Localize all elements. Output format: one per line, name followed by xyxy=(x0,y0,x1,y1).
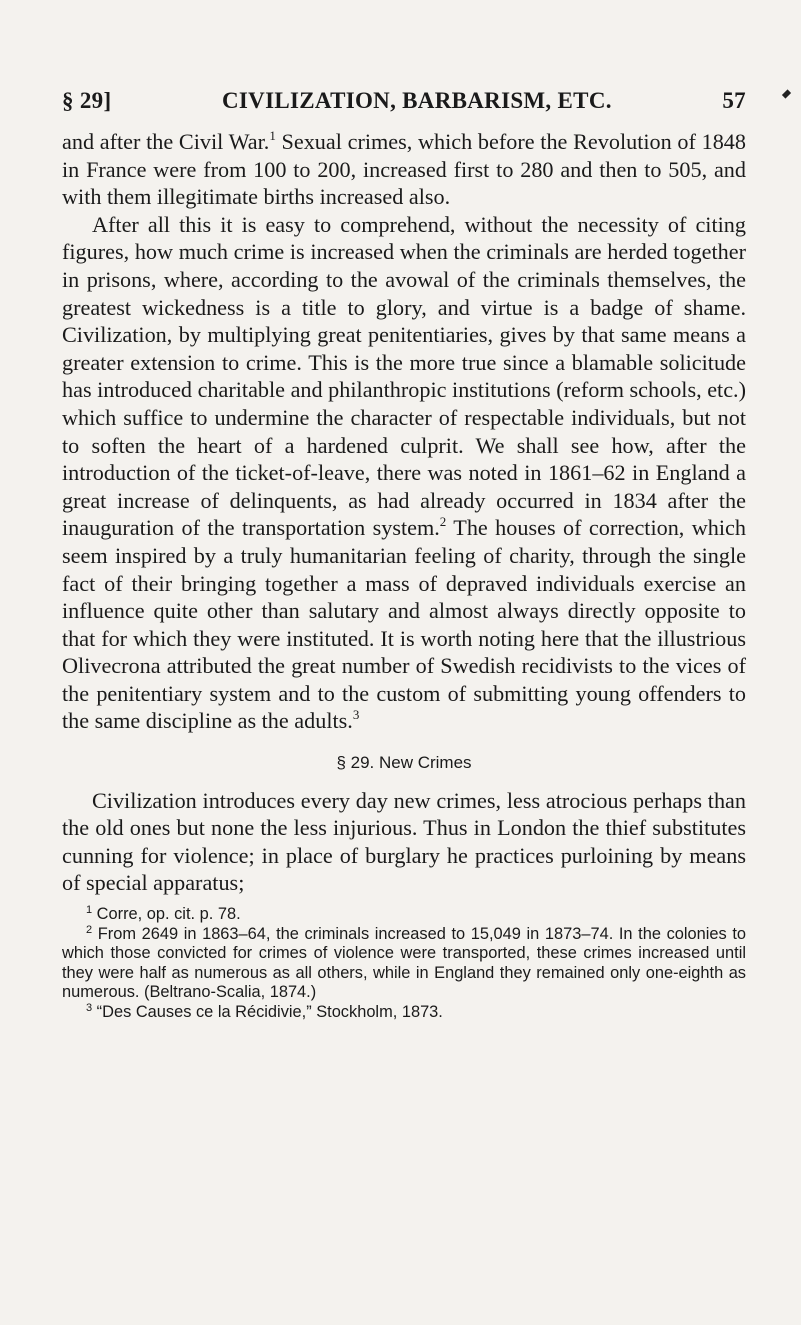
footnote-2: $^2$ From 2649 in 1863–64, the criminals increased to 15,049 in 1873–74. In the colonies to which those convicted for crimes of violence were transported, these crimes increased until they were half as numerous as all others, while in England they remained only one-eighth as numerous. (Beltrano-Scalia, 1874.) xyxy=(62,923,746,1002)
page-edge-marker xyxy=(782,89,791,98)
body-text xyxy=(62,128,746,897)
footnote-ref-3: 3 xyxy=(352,707,360,723)
footnote-ref-1: 1 xyxy=(269,128,276,143)
header-page-number: 57 xyxy=(722,88,746,113)
footnote-1: $^1$ Corre, op. cit. p. 78. xyxy=(86,904,241,924)
paragraph-2: After all this it is easy to comprehend, without the necessity of citing figures, how much crime is increased when the criminals are herded together in prisons, where, according to the avowal of the criminals themselves, the greatest wickedness is a title to glory, and virtue is a badge of shame. Civilization, by multiplying great penitentiaries, gives by that same means a greater extension to crime. This is the more true since a blamable solicitude has introduced charitable and philanthropic institutions (reform schools, etc.) which suffice to undermine the character of respectable individuals, but not to soften the heart of a hardened culprit. We shall see how, after the introduction of the ticket-of-leave, there was noted in 1861–62 in England a great increase of delinquents, as had already occurred in 1834 after the inauguration of the transportation system.$^2$ The houses of correction, which seem inspired by a truly humanitarian feeling of charity, through the single fact of their bringing together a mass of depraved individuals exercise an influence quite other than salutary and almost always directly opposite to that for which they were instituted. It is worth noting here that the illustrious Olivecrona attributed the great number of Swedish recidivists to the vices of the penitentiary system and to the custom of submitting young offenders to the same discipline as the adults.$^3$ xyxy=(62,211,746,734)
header-title: CIVILIZATION, BARBARISM, ETC. xyxy=(222,88,612,113)
book-page xyxy=(62,88,746,1023)
header-section: § 29] xyxy=(62,88,112,113)
paragraph-1: and after the Civil War.$^1$ Sexual crimes, which before the Revolution of 1848 in France were from 100 to 200, increased first to 280 and then to 505, and with them illegitimate births increased also. xyxy=(62,128,746,210)
footnotes xyxy=(62,905,746,1023)
running-head xyxy=(62,88,746,128)
section-heading: § 29. New Crimes xyxy=(336,753,472,773)
paragraph-3: Civilization introduces every day new crimes, less atrocious perhaps than the old ones but none the less injurious. Thus in London the thief substitutes cunning for violence; in place of burglary he practices purloining by means of special apparatus; xyxy=(62,787,746,896)
footnote-ref-2: 2 xyxy=(439,514,447,530)
footnote-3: $^3$ “Des Causes ce la Récidivie,” Stockholm, 1873. xyxy=(86,1002,443,1021)
